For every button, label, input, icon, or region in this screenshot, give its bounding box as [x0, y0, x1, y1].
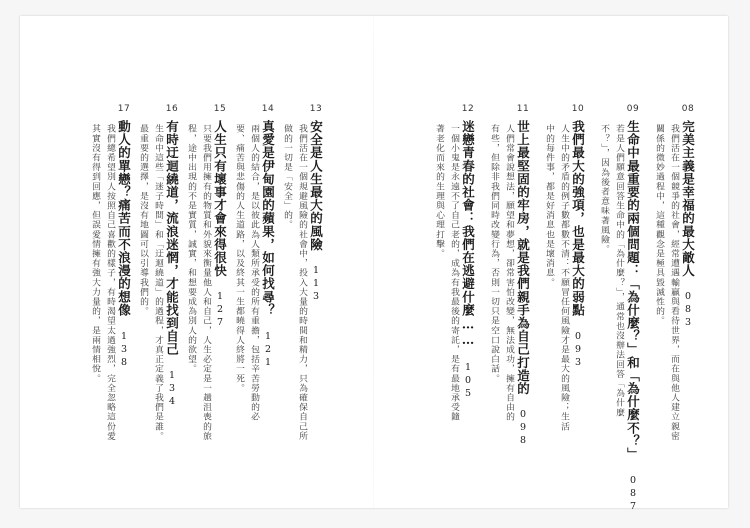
entry-heading: [306, 100, 326, 375]
chapter-description: [84, 124, 115, 441]
chapter-title[interactable]: [212, 120, 229, 375]
description-line: 程，途中出現的不是實質，誠實，和想要成為別人的欲望。: [186, 124, 196, 374]
chapter-number: 15: [213, 104, 227, 114]
toc-entry[interactable]: [132, 100, 182, 441]
description-line: 最重要的選擇，是沒有地圖可以引導我們的。: [138, 124, 148, 316]
toc-entry[interactable]: [593, 100, 643, 514]
page-number: 138: [118, 330, 130, 370]
page-number: 083: [682, 291, 694, 331]
toc-entry[interactable]: [648, 100, 698, 441]
description-line: 兩個人的結合，是以彼此為人類所承受的所有重擔，包括辛苦勞動的必: [249, 124, 259, 422]
description-line: 我們總希望別人按照自己喜歡的樣子，有時渴望太過強烈，完全忽略這份愛: [105, 124, 115, 441]
chapter-title-text: 真愛是伊甸園的蘋果，如何找尋？: [260, 120, 276, 317]
toc-entry[interactable]: [276, 100, 326, 441]
chapter-title[interactable]: [260, 120, 277, 375]
chapter-description: [180, 124, 211, 441]
chapter-title-text: 生命中最重要的兩個問題：「為什麼？」和「為什麼不？」: [625, 120, 641, 461]
chapter-description: [132, 124, 163, 441]
toc-entry[interactable]: [538, 100, 588, 432]
chapter-number: 16: [165, 104, 179, 114]
entry-heading: [258, 100, 278, 375]
chapter-title[interactable]: [308, 120, 325, 375]
entry-heading: [210, 100, 230, 375]
chapter-description: [428, 124, 459, 422]
description-line: 生命中這些「迷子時間」和「迂迴繞道」的過程，才真正定義了我們是誰。: [153, 124, 163, 441]
chapter-description: [228, 124, 259, 422]
page-number: 127: [214, 291, 226, 331]
description-line: 做的一切是「安全」的。: [282, 124, 292, 230]
left-page: [20, 16, 374, 508]
entry-heading: [513, 100, 533, 449]
description-line: 人生中的矛盾的例子數都數不清：不願冒任何風險才是最大的風險；生活: [559, 124, 569, 432]
chapter-title[interactable]: [116, 120, 133, 375]
entry-heading: [162, 100, 182, 409]
chapter-title-text: 迷戀青春的社會：我們在逃避什麼……: [460, 120, 476, 348]
description-line: 要、痛苦與悲傷的人生道路，以及終其一生都曉得人終將一死。: [234, 124, 244, 393]
toc-entry[interactable]: [483, 100, 533, 449]
description-line: 我們活在一個規避風險的社會中，投入大量的時間和精力，只為確保自己所: [297, 124, 307, 441]
chapter-title[interactable]: [625, 120, 642, 514]
chapter-title-text: 完美主義是幸福的最大敵人: [680, 120, 696, 278]
chapter-title[interactable]: [460, 120, 477, 401]
book-spread: [20, 16, 728, 514]
entry-heading: [678, 100, 698, 375]
chapter-title-text: 我們最大的強項，也是最大的弱點: [570, 120, 586, 317]
chapter-title-text: 人生只有壞事才會來得很快: [212, 120, 228, 278]
chapter-description: [538, 124, 569, 432]
chapter-title[interactable]: [570, 120, 587, 375]
page-number: 087: [627, 474, 639, 514]
chapter-title-text: 動人的單戀？痛苦而不浪漫的想像: [116, 120, 132, 317]
entry-heading: [114, 100, 134, 375]
chapter-number: 10: [571, 104, 585, 114]
description-line: 一個小鬼是永遠不了自己老的，成為有我最後的寄託，是有最地承受隨: [449, 124, 459, 422]
page-number: 121: [262, 330, 274, 370]
toc-entry[interactable]: [180, 100, 230, 441]
chapter-number: 14: [261, 104, 275, 114]
description-line: 若是人們願意回答生命中的「為什麼？」，通常也沒辦法回答「為什麼: [614, 124, 624, 418]
chapter-number: 13: [309, 104, 323, 114]
description-line: 有些，但除非我們同時改變行為，否則一切只是空口說白話。: [489, 124, 499, 384]
entry-heading: [568, 100, 588, 375]
chapter-number: 11: [516, 104, 530, 114]
entry-heading: [623, 100, 643, 514]
page-number: 105: [462, 361, 474, 401]
entry-heading: [458, 100, 478, 401]
chapter-title[interactable]: [164, 120, 181, 409]
description-line: 只要我們用擁有的物質和外貌來衡量他人和自己，人生必定是一趟沮喪的旅: [201, 124, 211, 441]
toc-entry[interactable]: [428, 100, 478, 422]
chapter-number: 08: [681, 104, 695, 114]
chapter-description: [276, 124, 307, 441]
description-line: 其實沒有得到回應，但誤愛情擁有強大力量的，是兩情相悅。: [90, 124, 100, 384]
description-line: 關係的微妙過程中，這種觀念是極具毀滅性的。: [654, 124, 664, 326]
chapter-title-text: 安全是人生最大的風險: [308, 120, 324, 251]
chapter-title-text: 世上最堅固的牢房，就是我們親手為自己打造的: [515, 120, 531, 396]
chapter-number: 09: [626, 104, 640, 114]
description-line: 人們常會說想法，願望和夢想，卻常害怕改變，無法成功，擁有自由的: [504, 124, 514, 422]
right-page: [374, 16, 728, 514]
page-number: 113: [310, 265, 322, 304]
chapter-description: [648, 124, 679, 441]
description-line: 我們活在一個競爭的社會，經常遭遇輸贏與看待世界，而在與他人建立親密: [669, 124, 679, 441]
chapter-number: 12: [461, 104, 475, 114]
chapter-description: [483, 124, 514, 422]
description-line: 著老化而來的生理與心理打擊。: [434, 124, 444, 259]
chapter-number: 17: [117, 104, 131, 114]
chapter-description: [593, 124, 624, 418]
page-number: 098: [517, 409, 529, 449]
description-line: 不？」，因為後者意味著風險。: [599, 124, 609, 254]
chapter-title-text: 有時迂迴繞道，流浪迷惘，才能找到自己: [164, 120, 180, 356]
toc-entry[interactable]: [228, 100, 278, 422]
page-number: 134: [166, 369, 178, 409]
chapter-title[interactable]: [680, 120, 697, 375]
chapter-title[interactable]: [515, 120, 532, 449]
description-line: 中的每件事，都是好消息也是壞消息。: [544, 124, 554, 288]
toc-entry[interactable]: [84, 100, 134, 441]
page-number: 093: [572, 330, 584, 370]
